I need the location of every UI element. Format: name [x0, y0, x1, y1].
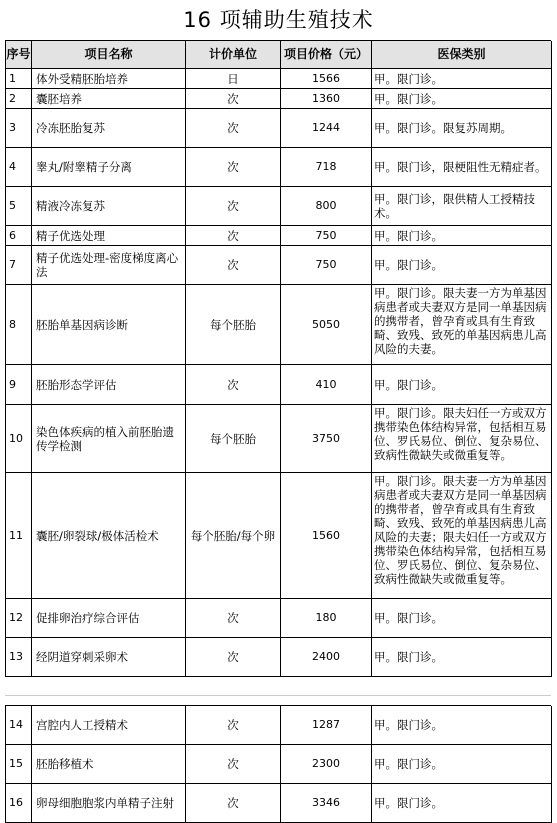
row-number: 15 [6, 745, 32, 784]
insurance-category: 甲。限门诊，限梗阻性无精症者。 [372, 148, 552, 187]
item-name: 胚胎移植术 [32, 745, 186, 784]
pricing-unit: 次 [186, 148, 281, 187]
pricing-unit: 次 [186, 706, 281, 745]
item-price: 2300 [281, 745, 372, 784]
item-price: 410 [281, 365, 372, 405]
item-name: 囊胚/卵裂球/极体活检术 [32, 473, 186, 599]
pricing-unit: 次 [186, 745, 281, 784]
insurance-category: 甲。限门诊。 [372, 784, 552, 823]
insurance-category: 甲。限门诊。限夫妇任一方或双方携带染色体结构异常，包括相互易位、罗氏易位、倒位、复杂易位、致病性微缺失或微重复等。 [372, 405, 552, 473]
pricing-unit: 日 [186, 69, 281, 89]
pricing-unit: 次 [186, 109, 281, 148]
row-number: 11 [6, 473, 32, 599]
fee-table-part-2 [5, 705, 551, 823]
pricing-unit: 每个胚胎/每个卵 [186, 473, 281, 599]
row-number: 2 [6, 89, 32, 109]
item-price: 1566 [281, 69, 372, 89]
pricing-unit: 次 [186, 638, 281, 677]
row-number: 9 [6, 365, 32, 405]
item-name: 精子优选处理-密度梯度离心法 [32, 246, 186, 285]
pricing-unit: 每个胚胎 [186, 285, 281, 365]
insurance-category: 甲。限门诊，限供精人工授精技术。 [372, 187, 552, 226]
item-price: 5050 [281, 285, 372, 365]
pricing-unit: 次 [186, 89, 281, 109]
insurance-category: 甲。限门诊。限复苏周期。 [372, 109, 552, 148]
row-number: 16 [6, 784, 32, 823]
item-name: 胚胎形态学评估 [32, 365, 186, 405]
item-price: 3750 [281, 405, 372, 473]
item-name: 精液冷冻复苏 [32, 187, 186, 226]
header-num: 序号 [6, 41, 32, 69]
item-name: 囊胚培养 [32, 89, 186, 109]
item-price: 1244 [281, 109, 372, 148]
row-number: 14 [6, 706, 32, 745]
row-number: 13 [6, 638, 32, 677]
item-name: 宫腔内人工授精术 [32, 706, 186, 745]
row-number: 8 [6, 285, 32, 365]
item-price: 3346 [281, 784, 372, 823]
item-name: 冷冻胚胎复苏 [32, 109, 186, 148]
insurance-category: 甲。限门诊。限夫妻一方为单基因病患者或夫妻双方是同一单基因病的携带者，曾孕育或具有生育致畸、致残、致死的单基因病患儿高风险的夫妻。 [372, 285, 552, 365]
insurance-category: 甲。限门诊。 [372, 69, 552, 89]
item-name: 胚胎单基因病诊断 [32, 285, 186, 365]
item-price: 718 [281, 148, 372, 187]
item-name: 卵母细胞胞浆内单精子注射 [32, 784, 186, 823]
page-title: 16 项辅助生殖技术 [183, 8, 374, 32]
insurance-category: 甲。限门诊。 [372, 599, 552, 638]
item-price: 2400 [281, 638, 372, 677]
item-name: 促排卵治疗综合评估 [32, 599, 186, 638]
item-name: 精子优选处理 [32, 226, 186, 246]
pricing-unit: 次 [186, 784, 281, 823]
pricing-unit: 次 [186, 226, 281, 246]
header-insurance: 医保类别 [372, 41, 552, 69]
row-number: 6 [6, 226, 32, 246]
pricing-unit: 次 [186, 187, 281, 226]
row-number: 7 [6, 246, 32, 285]
item-price: 1287 [281, 706, 372, 745]
pricing-unit: 次 [186, 246, 281, 285]
item-price: 180 [281, 599, 372, 638]
item-name: 睾丸/附睾精子分离 [32, 148, 186, 187]
pricing-unit: 次 [186, 599, 281, 638]
insurance-category: 甲。限门诊。 [372, 226, 552, 246]
insurance-category: 甲。限门诊。 [372, 638, 552, 677]
fee-table-part-1 [5, 40, 551, 677]
header-unit: 计价单位 [186, 41, 281, 69]
item-price: 750 [281, 226, 372, 246]
item-name: 经阴道穿刺采卵术 [32, 638, 186, 677]
insurance-category: 甲。限门诊。 [372, 246, 552, 285]
item-price: 750 [281, 246, 372, 285]
pricing-unit: 次 [186, 365, 281, 405]
row-number: 1 [6, 69, 32, 89]
header-price: 项目价格（元） [281, 41, 372, 69]
item-name: 体外受精胚胎培养 [32, 69, 186, 89]
insurance-category: 甲。限门诊。限夫妻一方为单基因病患者或夫妻双方是同一单基因病的携带者，曾孕育或具有生育致畸、致残、致死的单基因病患儿高风险的夫妻；限夫妇任一方或双方携带染色体结构异常，包括相互易位、罗氏易位、倒位、复杂易位、致病性微缺失或微重复等。 [372, 473, 552, 599]
item-name: 染色体疾病的植入前胚胎遗传学检测 [32, 405, 186, 473]
item-price: 800 [281, 187, 372, 226]
insurance-category: 甲。限门诊。 [372, 745, 552, 784]
insurance-category: 甲。限门诊。 [372, 89, 552, 109]
row-number: 10 [6, 405, 32, 473]
item-price: 1360 [281, 89, 372, 109]
table-break-line [5, 695, 551, 696]
insurance-category: 甲。限门诊。 [372, 365, 552, 405]
row-number: 3 [6, 109, 32, 148]
item-price: 1560 [281, 473, 372, 599]
row-number: 4 [6, 148, 32, 187]
pricing-unit: 每个胚胎 [186, 405, 281, 473]
row-number: 5 [6, 187, 32, 226]
row-number: 12 [6, 599, 32, 638]
header-name: 项目名称 [32, 41, 186, 69]
insurance-category: 甲。限门诊。 [372, 706, 552, 745]
